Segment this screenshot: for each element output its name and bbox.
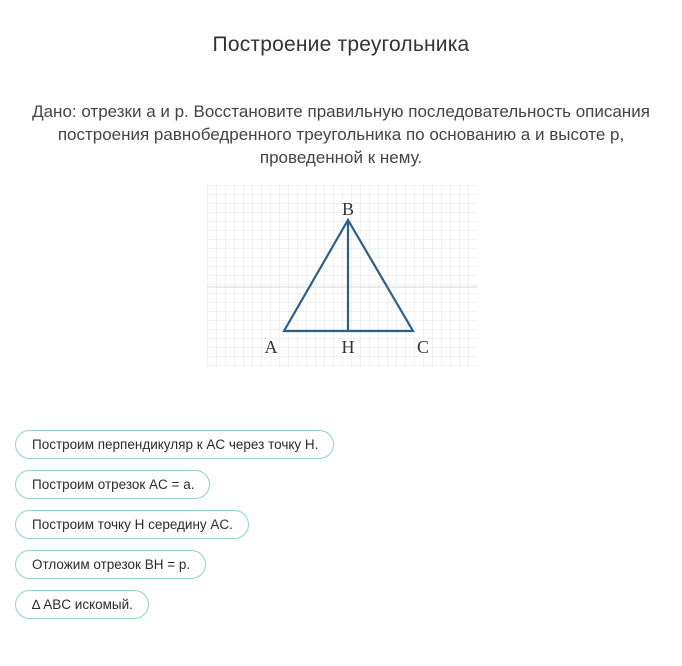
step-item-midpoint-h[interactable]: Построим точку H середину AC. [15, 510, 249, 539]
triangle-diagram [207, 185, 477, 367]
point-label-h: H [341, 337, 355, 357]
page-title: Построение треугольника [212, 33, 470, 56]
vertex-label-c: C [416, 337, 430, 357]
vertex-label-b: B [341, 199, 355, 219]
step-item-perpendicular[interactable]: Построим перпендикуляр к AC через точку H. [15, 430, 334, 459]
steps-list [15, 430, 334, 630]
triangle-figure [207, 185, 477, 367]
step-item-result[interactable]: ∆ ABC искомый. [15, 590, 149, 619]
step-item-segment-ac[interactable]: Построим отрезок AC = a. [15, 470, 210, 499]
vertex-label-a: A [264, 337, 278, 357]
step-item-segment-bh[interactable]: Отложим отрезок BH = p. [15, 550, 206, 579]
task-text: Дано: отрезки a и p. Восстановите правильную последовательность описания построения равнобедренного треугольника по основанию a и высоте p, проведенной к нему. [32, 102, 650, 167]
